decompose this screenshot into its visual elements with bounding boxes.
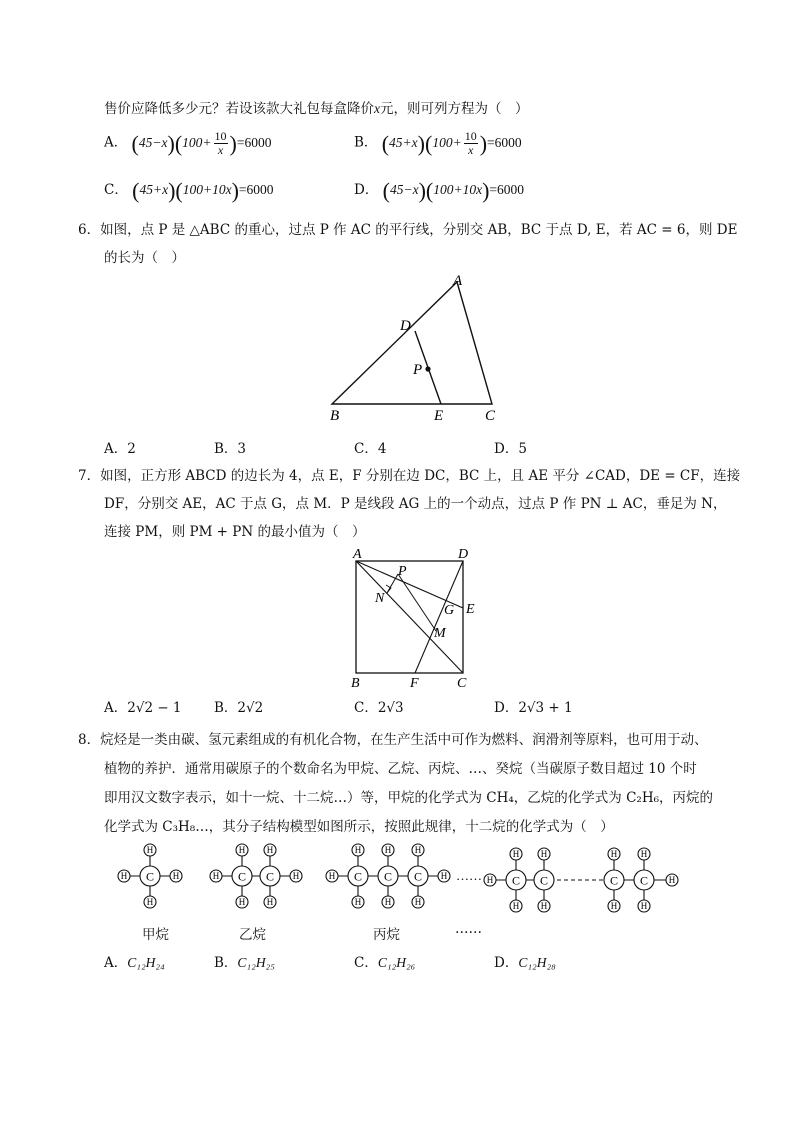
q7-stem-line2: DF，分别交 AE，AC 于点 G，点 M．P 是线段 AG 上的一个动点，过点 P 作 PN ⊥ AC，垂足为 N， <box>104 496 727 512</box>
q5-option-c[interactable] <box>104 178 274 202</box>
carbon-atom-label: C <box>639 873 649 888</box>
option-value: C₁₂H₂₄ <box>127 955 165 970</box>
hydrogen-atom-label: H <box>384 897 392 908</box>
carbon-atom-label: C <box>609 873 619 888</box>
q7-option-b[interactable] <box>214 696 263 716</box>
carbon-atom-label: C <box>413 869 423 884</box>
hydrogen-atom-label: H <box>384 845 392 856</box>
option-label: C． <box>104 182 128 198</box>
hydrogen-atom-label: H <box>610 849 618 860</box>
hydrogen-atom-label: H <box>292 871 300 882</box>
hydrogen-atom-label: H <box>266 897 274 908</box>
option-label: B． <box>214 955 238 971</box>
label-d: D <box>458 547 469 562</box>
centroid-point-p <box>425 366 430 371</box>
hydrogen-atom-label: H <box>414 845 422 856</box>
q5-option-b-formula: (45+x)(100+ $\frac{10}{x}$ )=6000 <box>381 129 522 157</box>
q6-option-d[interactable] <box>494 437 527 457</box>
q5-stem-text: 售价应降低多少元？若设该款大礼包每盒降价 <box>104 101 374 117</box>
hydrogen-atom-label: H <box>238 897 246 908</box>
q5-stem-end: 元，则可列方程为（ ） <box>380 101 529 117</box>
hydrogen-atom-label: H <box>354 845 362 856</box>
q7-line1-text: 如图，正方形 ABCD 的边长为 4，点 E，F 分别在边 DC，BC 上，且 AE 平分 ∠CAD，DE = CF，连接 <box>100 468 741 484</box>
caption-ellipsis: …… <box>455 921 482 937</box>
option-label: D． <box>494 441 519 457</box>
carbon-atom-label: C <box>237 869 247 884</box>
hydrogen-atom-label: H <box>328 871 336 882</box>
q7-number: 7． <box>78 468 101 484</box>
q6-triangle-figure <box>320 268 510 428</box>
q6-stem-line2: 的长为（ ） <box>104 250 185 266</box>
carbon-atom-label: C <box>383 869 393 884</box>
hydrogen-atom-label: H <box>212 871 220 882</box>
q8-molecule-figure <box>110 840 690 918</box>
label-n: N <box>375 591 385 606</box>
hydrogen-atom-label: H <box>610 901 618 912</box>
hydrogen-atom-label: H <box>512 849 520 860</box>
label-p: P <box>413 362 423 378</box>
label-b: B <box>351 676 360 690</box>
q8-number: 8． <box>78 732 101 748</box>
label-p: P <box>398 564 407 579</box>
q5-option-c-formula: (45+x)(100+10x)=6000 <box>132 177 274 203</box>
hydrogen-atom-label: H <box>146 897 154 908</box>
caption-propane: 丙烷 <box>373 927 400 943</box>
option-value: 5 <box>518 441 527 457</box>
option-value: 2√3 + 1 <box>518 700 573 716</box>
label-d: D <box>400 318 411 334</box>
q5-option-d-formula: (45−x)(100+10x)=6000 <box>382 177 525 203</box>
q8-option-c[interactable] <box>354 951 415 971</box>
q7-option-a[interactable] <box>104 696 182 716</box>
q6-stem-line1 <box>78 218 737 238</box>
carbon-atom-label: C <box>511 873 521 888</box>
hydrogen-atom-label: H <box>414 897 422 908</box>
q5-stem <box>104 97 529 117</box>
option-label: A． <box>104 441 128 457</box>
q8-stem-line4: 化学式为 C₃H₈…，其分子结构模型如图所示，按照此规律，十二烷的化学式为（ ） <box>104 819 614 835</box>
right-angle-mark <box>386 585 391 593</box>
hydrogen-atom-label: H <box>540 901 548 912</box>
option-value: C₁₂H₂₅ <box>237 955 275 970</box>
q7-stem-line3: 连接 PM，则 PM + PN 的最小值为（ ） <box>104 524 366 540</box>
carbon-atom-label: C <box>265 869 275 884</box>
option-value: 2√2 − 1 <box>127 700 182 716</box>
q6-line1-text: 如图，点 P 是 △ABC 的重心，过点 P 作 AC 的平行线，分别交 AB，BC 于点 D, E，若 AC = 6，则 DE <box>100 222 738 238</box>
q5-option-a[interactable] <box>104 130 271 157</box>
label-a: A <box>453 273 463 289</box>
hydrogen-atom-label: H <box>668 875 676 886</box>
option-label: A． <box>104 955 128 971</box>
q6-option-b[interactable] <box>214 437 246 457</box>
q8-stem-line1 <box>78 728 708 748</box>
option-label: C． <box>354 441 378 457</box>
option-value: 2 <box>127 441 136 457</box>
label-c: C <box>457 676 467 690</box>
option-value: C₁₂H₂₈ <box>518 955 556 970</box>
option-label: A． <box>104 134 128 151</box>
segment-pm <box>398 574 436 631</box>
segment-df <box>415 561 463 673</box>
option-label: B． <box>214 700 238 716</box>
q5-variable: x <box>374 101 380 116</box>
label-e: E <box>466 602 475 617</box>
q5-option-a-formula: (45−x)(100+ $\frac{10}{x}$ )=6000 <box>131 129 272 157</box>
hydrogen-atom-label: H <box>540 849 548 860</box>
molecule-ellipsis: …… <box>456 868 482 883</box>
hydrogen-atom-label: H <box>354 897 362 908</box>
carbon-atom-label: C <box>353 869 363 884</box>
hydrogen-atom-label: H <box>120 871 128 882</box>
option-label: C． <box>354 955 378 971</box>
q8-option-b[interactable] <box>214 951 275 971</box>
q8-stem-line2: 植物的养护．通常用碳原子的个数命名为甲烷、乙烷、丙烷、…、癸烷（当碳原子数目超过 10 个时 <box>104 761 697 777</box>
hydrogen-atom-label: H <box>640 849 648 860</box>
caption-ethane: 乙烷 <box>239 927 266 943</box>
option-label: D． <box>494 955 519 971</box>
q6-option-a[interactable] <box>104 437 136 457</box>
option-label: C． <box>354 700 378 716</box>
q8-stem-line3: 即用汉文数字表示，如十一烷、十二烷…）等，甲烷的化学式为 CH₄，乙烷的化学式为 C₂H₆，丙烷的 <box>104 790 714 806</box>
q8-line1-text: 烷烃是一类由碳、氢元素组成的有机化合物，在生产生活中可作为燃料、润滑剂等原料，也可用于动、 <box>100 732 708 748</box>
triangle-abc <box>332 282 492 404</box>
option-value: 4 <box>377 441 387 457</box>
bisector-ae <box>356 561 463 608</box>
hydrogen-atom-label: H <box>640 901 648 912</box>
carbon-atom-label: C <box>145 869 155 884</box>
q7-option-c[interactable] <box>354 696 404 716</box>
q7-option-d[interactable] <box>494 696 573 716</box>
q8-option-d[interactable] <box>494 951 556 971</box>
option-value: 2√2 <box>237 700 264 716</box>
label-b: B <box>330 408 340 424</box>
option-label: D． <box>494 700 519 716</box>
q6-option-c[interactable] <box>354 437 386 457</box>
label-e: E <box>434 408 444 424</box>
hydrogen-atom-label: H <box>512 901 520 912</box>
hydrogen-atom-label: H <box>440 871 448 882</box>
hydrogen-atom-label: H <box>486 875 494 886</box>
q8-option-a[interactable] <box>104 951 165 971</box>
label-f: F <box>410 676 419 690</box>
label-a: A <box>353 547 362 562</box>
q5-option-b[interactable] <box>354 130 522 157</box>
carbon-atom-label: C <box>539 873 549 888</box>
option-label: B． <box>214 441 238 457</box>
hydrogen-atom-label: H <box>172 871 180 882</box>
hydrogen-atom-label: H <box>146 845 154 856</box>
caption-methane: 甲烷 <box>142 927 169 943</box>
q5-option-d[interactable] <box>354 178 524 202</box>
q7-stem-line1 <box>78 464 740 484</box>
label-m: M <box>434 626 446 641</box>
q7-square-figure <box>340 544 490 690</box>
option-label: D． <box>354 182 379 198</box>
option-value: 3 <box>237 441 247 457</box>
hydrogen-atom-label: H <box>238 845 246 856</box>
option-label: A． <box>104 700 128 716</box>
option-label: B． <box>354 134 378 151</box>
label-g: G <box>444 603 455 618</box>
q6-number: 6． <box>78 222 101 238</box>
option-value: 2√3 <box>377 700 404 716</box>
option-value: C₁₂H₂₆ <box>377 955 416 970</box>
label-c: C <box>485 408 496 424</box>
hydrogen-atom-label: H <box>266 845 274 856</box>
